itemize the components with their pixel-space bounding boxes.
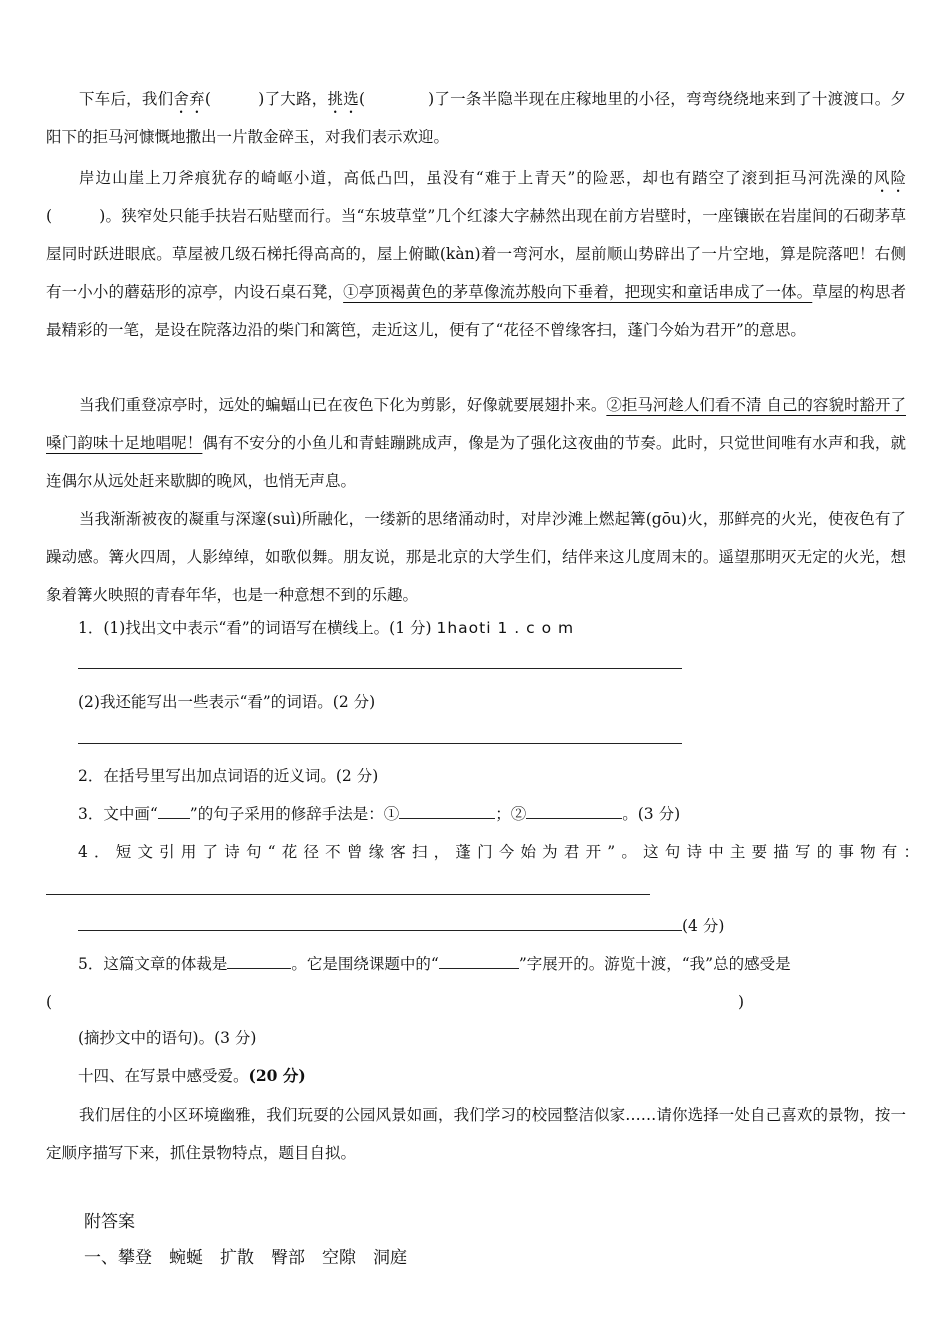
answer-blank-q5-word[interactable] xyxy=(439,968,519,969)
passage-paragraph-2: 岸边山崖上刀斧痕犹存的崎岖小道，高低凸凹，虽没有“难于上青天”的险恶，却也有踏空了滚到拒马河洗澡的风险( )。狭窄处只能手扶岩石贴壁而行。当“东坡草堂”几个红漆大字赫然出现在前方岩壁时，一座镶嵌在岩崖间的石砌茅草屋同时跃进眼底。草屋被几级石梯托得高高的，屋上俯瞰(kàn)着一弯河水，屋前顺山势辟出了一片空地，算是院落吧！右侧有一小小的蘑菇形的凉亭，内设石桌石凳，①亭顶褐黄色的茅草像流苏般向下垂着，把现实和童话串成了一体。草屋的构思者最精彩的一笔，是设在院落边沿的柴门和篱笆，走近这儿，便有了“花径不曾缘客扫，蓬门今始为君开”的意思。 xyxy=(46,169,906,339)
underline-sample xyxy=(158,818,190,819)
question-5: 5．这篇文章的体裁是 。它是围绕课题中的“ ”字展开的。游览十渡，“我”总的感受是 xyxy=(78,955,791,973)
answer-line-q4b[interactable] xyxy=(78,930,682,931)
answers-line-1: 一、攀登 蜿蜒 扩散 臀部 空隙 洞庭 xyxy=(84,1248,407,1268)
underlined-sentence-2: ②拒马河趁人们看不清 自己的容貌时豁开了嗓门韵味十足地唱呢！ xyxy=(46,396,906,452)
question-5-note: (摘抄文中的语句)。(3 分) xyxy=(78,1029,257,1047)
dotted-word-fengxian: 风险 xyxy=(873,169,906,187)
answer-blank-q3-2[interactable] xyxy=(526,818,622,819)
dotted-word-tiaoxuan: 挑选 xyxy=(327,90,359,108)
dotted-word-shegi: 舍弃 xyxy=(173,90,205,108)
passage-paragraph-1: 下车后，我们舍弃( )了大路，挑选( )了一条半隐半现在庄稼地里的小径，弯弯绕绕地来到了十渡渡口。夕阳下的拒马河慷慨地撒出一片散金碎玉，对我们表示欢迎。 xyxy=(46,90,906,146)
question-2: 2．在括号里写出加点词语的近义词。(2 分) xyxy=(78,767,379,785)
question-5-open-paren: ( xyxy=(46,993,53,1011)
question-3: 3．文中画“ ”的句子采用的修辞手法是：① ；② 。(3 分) xyxy=(78,805,681,823)
answer-line-q1b[interactable] xyxy=(78,743,682,744)
answer-blank-q3-1[interactable] xyxy=(399,818,495,819)
question-4-score: (4 分) xyxy=(682,917,725,935)
question-1-part-2: (2)我还能写出一些表示“看”的词语。(2 分) xyxy=(78,693,376,711)
underlined-sentence-1: ①亭顶褐黄色的茅草像流苏般向下垂着，把现实和童话串成了一体。 xyxy=(343,283,813,301)
passage-paragraph-3: 当我们重登凉亭时，远处的蝙蝠山已在夜色下化为剪影，好像就要展翅扑来。②拒马河趁人们看不清 自己的容貌时豁开了嗓门韵味十足地唱呢！偶有不安分的小鱼儿和青蛙蹦跳成声，像是为了强化这夜曲的节奏。此时，只觉世间唯有水声和我，就连偶尔从远处赶来歇脚的晚风，也悄无声息。 xyxy=(46,396,906,490)
passage-paragraph-4: 当我渐渐被夜的凝重与深邃(suì)所融化，一缕新的思绪涌动时，对岸沙滩上燃起篝(gōu)火，那鲜亮的火光，使夜色有了躁动感。篝火四周，人影绰绰，如歌似舞。朋友说，那是北京的大学生们，结伴来这儿度周末的。遥望那明灭无定的火光，想象着篝火映照的青春年华，也是一种意想不到的乐趣。 xyxy=(46,510,906,604)
answer-blank-q5-genre[interactable] xyxy=(227,968,291,969)
answer-line-q4a[interactable] xyxy=(46,894,650,895)
section-14-body: 我们居住的小区环境幽雅，我们玩耍的公园风景如画，我们学习的校园整洁似家……请你选择一处自己喜欢的景物，按一定顺序描写下来，抓住景物特点，题目自拟。 xyxy=(46,1106,906,1162)
answers-title: 附答案 xyxy=(84,1212,135,1232)
question-1: 1．(1)找出文中表示“看”的词语写在横线上。(1 分) 1haoti 1 . c o m xyxy=(78,619,575,637)
section-14-title: 十四、在写景中感受爱。(20 分) xyxy=(78,1066,306,1085)
question-4: 4．短文引用了诗句“花径不曾缘客扫，蓬门今始为君开”。这句诗中主要描写的事物有： xyxy=(78,843,926,861)
answer-line-q1a[interactable] xyxy=(78,668,682,669)
answer-area-q5-feeling[interactable] xyxy=(56,990,736,1014)
question-5-close-paren: ) xyxy=(738,993,745,1011)
watermark-text: 1haoti 1 . c o m xyxy=(436,619,575,637)
